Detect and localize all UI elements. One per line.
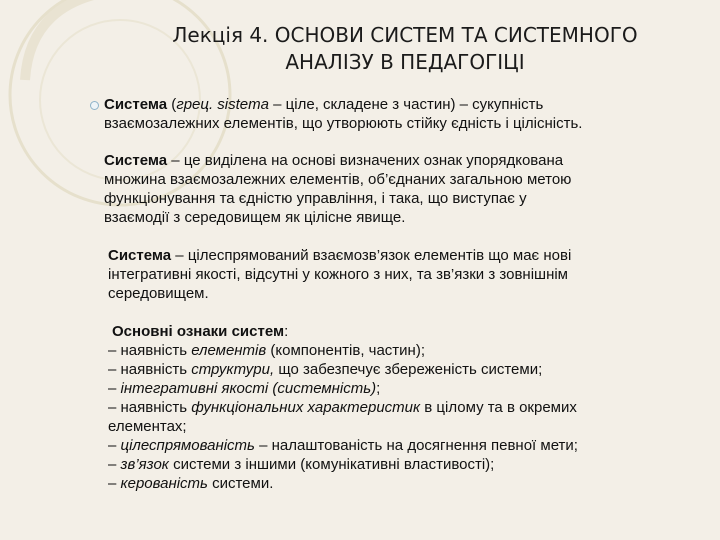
definition-paragraph-3 [108,246,688,303]
title-line-2: АНАЛІЗУ В ПЕДАГОГІЦІ [285,50,525,74]
text-span: – [108,475,121,492]
features-list [108,322,698,493]
text-span: – ціле, складене з частин) – сукупність [269,96,544,113]
feature-item [108,379,698,398]
definition-3-line-1 [108,246,688,265]
text-span: системи. [207,475,274,492]
text-span: – цілеспрямований взаємозв’язок елементів що має нові [171,247,572,264]
text-span: – наявність [108,361,192,378]
feature-term: цілеспрямованість [120,437,255,454]
text-span: елементах; [108,418,187,435]
text-span: – налаштованість на досягнення певної мети; [254,437,578,454]
text-span: (компонентів, частин); [266,342,426,359]
feature-term: керованість [120,475,208,492]
text-span: ( [167,96,177,113]
definition-paragraph-2 [104,151,704,227]
feature-item [108,398,698,417]
feature-item [108,455,698,474]
feature-term: елементів [191,342,267,359]
term-system: Система [104,152,168,169]
text-span: – наявність [108,342,192,359]
text-span: в цілому та в окремих [420,399,577,416]
definition-2-line-1 [104,151,704,170]
feature-term: інтегративні якості (системність) [120,380,377,397]
feature-term: функціональних характеристик [191,399,421,416]
term-system: Система [108,247,172,264]
text-span: ; [376,380,381,397]
feature-item [108,474,698,493]
feature-item [108,341,698,360]
features-heading-text: Основні ознаки систем [112,323,285,340]
feature-term: зв’язок [120,456,169,473]
features-heading [108,322,698,341]
text-span: – [108,456,121,473]
text-span: що забезпечує збереженість системи; [274,361,543,378]
text-span: системи з іншими (комунікативні властивості); [168,456,495,473]
definition-2-line-3: функціонування та єдністю управління, і така, що виступає у [104,190,527,207]
definition-paragraph-1 [104,95,704,133]
feature-item [108,436,698,455]
slide-title [150,22,660,76]
feature-item-continuation [108,417,698,436]
text-span: – наявність [108,399,192,416]
definition-1-line-1 [104,95,704,114]
definition-2-line-2: множина взаємозалежних елементів, об’єднаних загальною метою [104,171,572,188]
etymology: грец. sistema [176,96,269,113]
feature-item [108,360,698,379]
definition-3-line-3: середовищем. [108,285,209,302]
text-span: – [108,437,121,454]
definition-3-line-2: інтегративні якості, відсутні у кожного з них, та зв’язки з зовнішнім [108,266,568,283]
term-system: Система [104,96,168,113]
decorative-arc [25,0,120,80]
definition-1-line-2: взаємозалежних елементів, що утворюють стійку єдність і цілісність. [104,115,583,132]
bullet-circle-icon [90,101,99,110]
title-line-1: Лекція 4. ОСНОВИ СИСТЕМ ТА СИСТЕМНОГО [172,23,638,47]
text-span: – це виділена на основі визначених ознак упорядкована [167,152,564,169]
text-span: – [108,380,121,397]
feature-term: структури, [191,361,275,378]
definition-2-line-4: взаємодії з середовищем як цілісне явище. [104,209,406,226]
text-span: : [284,323,289,340]
